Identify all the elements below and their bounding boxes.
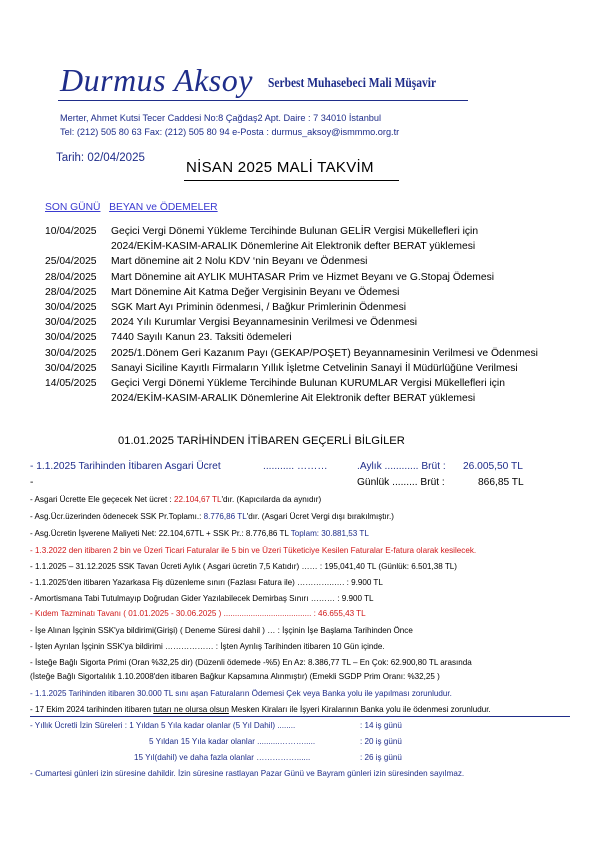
- info-label: 15 Yıl(dahil) ve daha fazla olanlar ……………......: [134, 753, 311, 762]
- calendar-row: [45, 270, 538, 285]
- document-date: Tarih: 02/04/2025: [56, 152, 145, 164]
- info-label: Günlük ......... Brüt :: [357, 477, 445, 488]
- info-label: 'dır. (Asgari Ücret Vergi dışı bırakılmıştır.): [246, 512, 394, 521]
- title-underline: [184, 180, 399, 181]
- info-asgari-ucret-monthly: [30, 461, 523, 472]
- calendar-column-headers: [45, 202, 218, 213]
- info-value: 26.005,50 TL: [463, 461, 523, 472]
- info-dots: ........... ………: [263, 461, 328, 472]
- info-label: - Asg.Ücr.üzerinden ödenecek SSK Pr.Toplamı.:: [30, 512, 204, 521]
- info-istege-bagli-note: (İsteğe Bağlı Sigortalılık 1.10.2008'den itibaren Bağkur Kapsamına Alınmıştır) (Emekli SGDP Prim Oranı: %32,25 ): [30, 672, 440, 681]
- calendar-list: [45, 224, 538, 406]
- info-yazarkasa-limit: - 1.1.2025'den itibaren Yazarkasa Fiş düzenleme sınırı (Fazlası Fatura ile) …………..…. : 9.900 TL: [30, 578, 383, 587]
- info-label: .Aylık ............ Brüt :: [357, 461, 446, 472]
- info-value: : 20 iş günü: [360, 737, 402, 746]
- info-value: Toplam: 30.881,53 TL: [290, 529, 369, 538]
- info-kidem-tavani: - Kıdem Tazminatı Tavanı ( 01.01.2025 - 30.06.2025 ) ....................................... : 46.655,43 TL: [30, 609, 366, 618]
- calendar-date: 30/04/2025: [45, 347, 97, 359]
- calendar-text: Mart dönemine ait 2 Nolu KDV ‘nin Beyanı ve Ödenmesi: [111, 256, 368, 268]
- info-istege-bagli-sigorta: - İsteğe Bağlı Sigorta Primi (Oran %32,25 dir) (Düzenli ödemede -%5) En Az: 8.386,77 TL – En Çok: 62.900,80 TL arasında: [30, 658, 472, 667]
- info-fatura-odeme: - 1.1.2025 Tarihinden itibaren 30.000 TL sını aşan Faturaların Ödemesi Çek veya Banka yolu ile yapılması zorunludur.: [30, 689, 452, 698]
- calendar-date: 14/05/2025: [45, 378, 97, 390]
- info-ssk-ceiling: - 1.1.2025 – 31.12.2025 SSK Tavan Ücreti Aylık ( Asgari ücretin 7,5 Katıdır) …… : 195,041,40 TL (Günlük: 6.501,38 TL): [30, 562, 457, 571]
- page-title: NİSAN 2025 MALİ TAKVİM: [186, 159, 374, 176]
- calendar-text: Geçici Vergi Dönemi Yükleme Tercihinde Bulunan GELİR Vergisi Mükellefleri için: [111, 226, 479, 237]
- calendar-row-continuation: [45, 239, 538, 254]
- info-kira-odeme: [30, 705, 491, 714]
- info-label: 'dır. (Kapıcılarda da aynıdır): [221, 495, 322, 504]
- info-efatura-note: - 1.3.2022 den itibaren 2 bin ve Üzeri Ticari Faturalar ile 5 bin ve Üzeri Tüketiciye Kesilen Faturalar E-fatura olarak kesilecek.: [30, 546, 477, 555]
- section-title: 01.01.2025 TARİHİNDEN İTİBAREN GEÇERLİ BİLGİLER: [118, 435, 405, 447]
- calendar-date: 30/04/2025: [45, 332, 97, 344]
- calendar-date: 25/04/2025: [45, 256, 97, 268]
- info-employer-cost: [30, 529, 369, 538]
- info-label: - Asgari Ücrette Ele geçecek Net ücret :: [30, 495, 174, 504]
- info-demirbas-limit: - Amortismana Tabi Tutulmayıp Doğrudan Gider Yazılabilecek Demirbaş Sınırı ……… : 9.900 TL: [30, 594, 374, 603]
- calendar-row: [45, 254, 538, 269]
- info-label: 5 Yıldan 15 Yıla kadar olanlar ..........……….....: [149, 737, 316, 746]
- calendar-text: 7440 Sayılı Kanun 23. Taksiti ödemeleri: [111, 332, 292, 344]
- info-izin-1: [30, 721, 402, 730]
- calendar-date: 28/04/2025: [45, 271, 97, 283]
- info-value: : 26 iş günü: [360, 753, 402, 762]
- info-ise-alis-bildirimi: - İşe Alınan İşçinin SSK'ya bildirimi(Girişi) ( Deneme Süresi dahil ) … : İşçinin İşe Başlama Tarihinden Önce: [30, 626, 413, 635]
- header-divider: [58, 100, 468, 101]
- company-title: Serbest Muhasebeci Mali Müşavir: [268, 76, 437, 91]
- calendar-row: [45, 376, 538, 391]
- calendar-row: [45, 315, 538, 330]
- calendar-row-continuation: [45, 391, 538, 406]
- info-asgari-ucret-daily: [30, 477, 524, 488]
- column-header-description: BEYAN ve ÖDEMELER: [109, 202, 218, 213]
- calendar-row: [45, 346, 538, 361]
- company-logo-name: Durmus Aksoy: [60, 62, 253, 98]
- info-net-ucret: [30, 495, 321, 504]
- calendar-date: 30/04/2025: [45, 302, 97, 314]
- calendar-row: [45, 361, 538, 376]
- calendar-text: 2024 Yılı Kurumlar Vergisi Beyannamesinin Verilmesi ve Ödenmesi: [111, 317, 418, 329]
- calendar-date: 10/04/2025: [45, 226, 97, 237]
- info-value: 22.104,67 TL: [173, 495, 222, 504]
- company-contact: Tel: (212) 505 80 63 Fax: (212) 505 80 94 e-Posta : durmus_aksoy@ismmmo.org.tr: [60, 127, 400, 137]
- info-label: -: [30, 477, 34, 488]
- info-value: 866,85 TL: [478, 477, 524, 488]
- calendar-text: 2024/EKİM-KASIM-ARALIK Dönemlerine Ait Elektronik defter BERAT yüklemesi: [111, 241, 476, 253]
- info-label: - 17 Ekim 2024 tarihinden itibaren: [30, 705, 154, 714]
- calendar-text: Mart Dönemine ait AYLIK MUHTASAR Prim ve Hizmet Beyanı ve G.Stopaj Ödemesi: [111, 271, 495, 283]
- calendar-text: Mart Dönemine Ait Katma Değer Vergisinin Beyanı ve Ödemesi: [111, 286, 400, 298]
- calendar-row: [45, 224, 538, 239]
- calendar-date: 30/04/2025: [45, 317, 97, 329]
- calendar-row: [45, 300, 538, 315]
- company-address: Merter, Ahmet Kutsi Tecer Caddesi No:8 Çağdaş2 Apt. Daire : 7 34010 İstanbul: [60, 113, 382, 123]
- info-ssk-total: [30, 512, 394, 521]
- info-value: : 14 iş günü: [360, 721, 402, 730]
- section-divider: [30, 716, 570, 717]
- info-value: 8.776,86 TL: [203, 512, 247, 521]
- info-label: tutarı ne olursa olsun: [153, 705, 229, 714]
- info-label: - Yıllık Ücretli İzin Süreleri : 1 Yıldan 5 Yıla kadar olanlar (5 Yıl Dahil) ........: [30, 721, 296, 730]
- column-header-date: SON GÜNÜ: [45, 202, 101, 213]
- calendar-date: 30/04/2025: [45, 362, 97, 374]
- info-label: - 1.1.2025 Tarihinden İtibaren Asgari Ücret: [30, 461, 221, 472]
- info-izin-note: - Cumartesi günleri izin süresine dahildir. İzin süresine rastlayan Pazar Günü ve Bayram günleri izin süresinden sayılmaz.: [30, 769, 465, 778]
- calendar-text: 2024/EKİM-KASIM-ARALIK Dönemlerine Ait Elektronik defter BERAT yüklemesi: [111, 393, 476, 405]
- calendar-text: SGK Mart Ayı Priminin ödenmesi, / Bağkur Primlerinin Ödenmesi: [111, 302, 407, 314]
- info-isten-ayrilis-bildirimi: - İşten Ayrılan İşçinin SSK'ya bildirimi ……………… : İşten Ayrılış Tarihinden itibaren 10 Gün içinde.: [30, 642, 385, 651]
- calendar-text: Sanayi Siciline Kayıtlı Firmaların Yıllık İşletme Cetvelinin Sanayi İl Müdürlüğüne Verilmesi: [111, 362, 518, 374]
- calendar-text: Geçici Vergi Dönemi Yükleme Tercihinde Bulunan KURUMLAR Vergisi Mükellefleri için: [111, 378, 505, 390]
- info-label: Mesken Kiraları ile İşyeri Kiralarının Banka yolu ile ödenmesi zorunludur.: [228, 705, 491, 714]
- calendar-date: 28/04/2025: [45, 286, 97, 298]
- info-label: - Asg.Ücretin İşverene Maliyeti Net: 22.104,67TL + SSK Pr.: 8.776,86 TL: [30, 529, 291, 538]
- calendar-text: 2025/1.Dönem Geri Kazanım Payı (GEKAP/POŞET) Beyannamesinin Verilmesi ve Ödenmesi: [111, 347, 538, 359]
- calendar-row: [45, 330, 538, 345]
- calendar-row: [45, 285, 538, 300]
